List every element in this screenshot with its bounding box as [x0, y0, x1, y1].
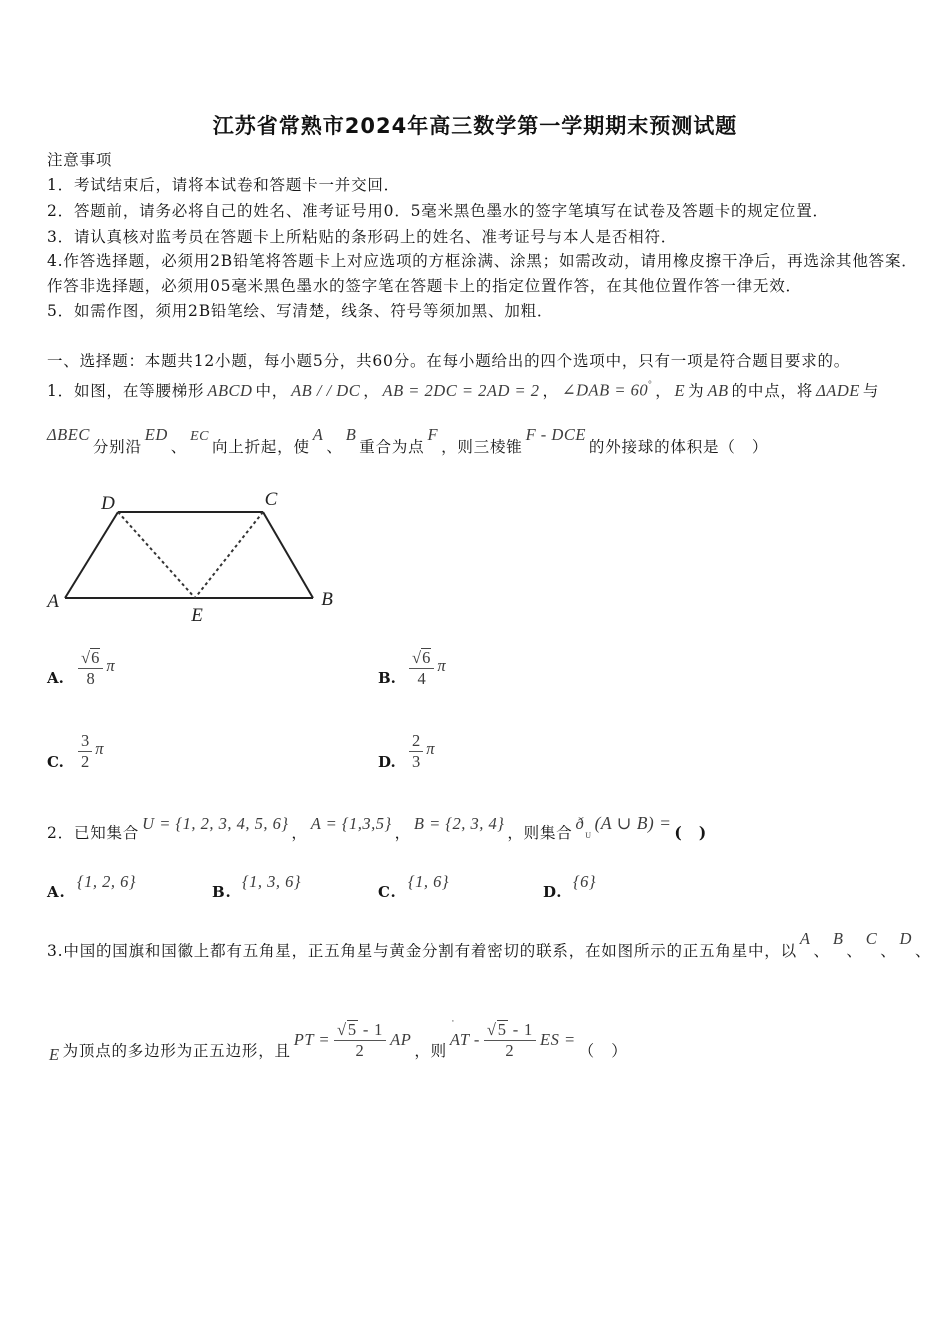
- q2-text: ，: [394, 824, 411, 842]
- q2-option-a: [47, 872, 139, 902]
- notice-item-4-text: 4.作答选择题，必须用2B铅笔将答题卡上对应选项的方框涂满、涂黑；如需改动，请用橡皮擦干净后，再选涂其他答案．: [47, 252, 918, 270]
- fraction-denominator: 2: [355, 1040, 365, 1060]
- q3-math: D: [899, 929, 912, 948]
- numerator-rest: - 1: [507, 1019, 534, 1039]
- edge-cb: [263, 512, 313, 598]
- q1-text: 的外接球的体积是（ ）: [588, 438, 769, 456]
- q2-text: ，则集合: [507, 824, 573, 842]
- question-3-line-2: [47, 1015, 628, 1065]
- q2-math-set-a: A = {1,3,5}: [310, 814, 392, 833]
- option-fraction: [409, 648, 434, 689]
- vertex-label-d: D: [101, 493, 115, 514]
- radical-sign: √: [412, 647, 422, 667]
- q3-answer-blank: （ ）: [578, 1042, 628, 1060]
- q3-text: 、: [846, 942, 863, 960]
- q1-text: 为: [688, 381, 705, 400]
- radical-sign: √: [486, 1019, 497, 1039]
- vertex-label-e: E: [191, 605, 203, 626]
- q2-math-set-u: U = {1, 2, 3, 4, 5, 6}: [142, 814, 289, 833]
- dashed-edge-ce: [195, 512, 263, 598]
- q3-math: B: [832, 929, 844, 948]
- q1-text: 、: [326, 438, 343, 456]
- q2-answer-blank: ( ): [674, 823, 707, 842]
- q1-option-d: [378, 728, 435, 774]
- q1-text: 中，: [255, 381, 289, 400]
- q2-math-union: (A ∪ B) =: [594, 813, 672, 833]
- q2-option-b: [212, 872, 304, 902]
- notice-item-1: [47, 175, 400, 195]
- q2-option-c: [378, 872, 452, 902]
- notice-item-5: [47, 301, 553, 321]
- option-value: {1, 3, 6}: [242, 872, 301, 891]
- pi-symbol: π: [106, 656, 115, 675]
- q1-text: 1．如图，在等腰梯形: [47, 381, 205, 400]
- q1-option-b: [378, 645, 446, 691]
- q2-text: ，: [291, 824, 308, 842]
- vertex-label-c: C: [264, 489, 278, 510]
- notice-item-2: [47, 201, 829, 221]
- exam-title: 江苏省常熟市2024年高三数学第一学期期末预测试题: [212, 114, 738, 138]
- radicand: 6: [91, 647, 100, 667]
- radicand: 6: [422, 647, 431, 667]
- q1-option-a: [47, 645, 115, 691]
- option-fraction: [409, 731, 423, 772]
- q1-text: ，: [655, 381, 672, 400]
- q3-text: ，则: [414, 1042, 447, 1060]
- pi-symbol: π: [426, 739, 435, 758]
- q1-math: AB: [707, 380, 729, 400]
- notice-item-2-text: 2．答题前，请务必将自己的姓名、准考证号用0．5毫米黑色墨水的签字笔填写在试卷及答题卡的规定位置．: [47, 202, 829, 220]
- notice-item-4: [47, 251, 918, 271]
- q1-option-c: [47, 728, 104, 774]
- q1-text: ，则三棱锥: [441, 438, 523, 456]
- q1-math: ΔBEC: [47, 425, 90, 444]
- q3-text: 、: [914, 942, 932, 960]
- q1-text: 与: [862, 381, 880, 400]
- option-value: {6}: [573, 872, 596, 891]
- option-label: D.: [543, 883, 563, 901]
- option-label: C.: [378, 883, 397, 901]
- option-label: D.: [378, 753, 396, 771]
- golden-ratio-fraction: [334, 1020, 386, 1061]
- q1-math: B: [345, 425, 357, 444]
- q3-math: AP: [390, 1030, 412, 1049]
- vertex-label-a: A: [47, 591, 59, 612]
- q1-text: 向上折起，使: [211, 438, 310, 456]
- pi-symbol: π: [95, 739, 104, 758]
- q3-text: 、: [813, 942, 830, 960]
- vector-accent: ˙: [450, 1017, 456, 1031]
- fraction-numerator: [409, 648, 434, 669]
- q1-text: 、: [170, 438, 188, 456]
- notice-item-3: [47, 227, 677, 247]
- degree-sign: °: [648, 379, 653, 389]
- notice-item-4-continued-text: 作答非选择题，必须用05毫米黑色墨水的签字笔在答题卡上的指定位置作答，在其他位置作答一律无效．: [47, 277, 802, 295]
- q3-math: C: [865, 929, 878, 948]
- q1-math: ED: [144, 425, 168, 444]
- golden-ratio-fraction: [484, 1020, 536, 1061]
- trapezoid-figure: [40, 485, 340, 630]
- q1-text: 重合为点: [359, 438, 425, 456]
- option-fraction: [78, 648, 103, 689]
- fraction-denominator: 8: [86, 668, 95, 688]
- q1-math: ΔADE: [816, 380, 860, 400]
- q3-math: E: [49, 1045, 60, 1064]
- q3-text: 3.中国的国旗和国徽上都有五角星，正五角星与黄金分割有着密切的联系，在如图所示的正五角星中，以: [47, 942, 797, 960]
- option-value: {1, 6}: [408, 872, 449, 891]
- q1-text: 的中点，将: [731, 381, 814, 400]
- q1-math: E: [674, 380, 686, 400]
- complement-subscript: U: [585, 831, 592, 840]
- q2-math-complement: [575, 814, 592, 840]
- notice-item-4-continued: [47, 276, 802, 296]
- fraction-numerator: 3: [78, 731, 92, 752]
- question-1-line-2: [47, 425, 769, 459]
- option-fraction: [78, 731, 92, 772]
- numerator-rest: - 1: [357, 1019, 384, 1039]
- radical-sign: √: [337, 1019, 347, 1039]
- q3-text: 为顶点的多边形为正五边形，且: [62, 1042, 291, 1060]
- q2-text: 2．已知集合: [47, 824, 140, 842]
- vector-expression: AT -: [449, 1030, 480, 1049]
- angle-expression: ∠DAB = 60: [561, 380, 649, 400]
- fraction-numerator: [484, 1020, 536, 1041]
- option-label: B.: [212, 883, 232, 901]
- fraction-numerator: [334, 1020, 386, 1041]
- q1-math: AB / / DC: [291, 380, 361, 400]
- fraction-numerator: 2: [409, 731, 423, 752]
- fraction-denominator: 2: [81, 751, 90, 771]
- complement-symbol: ð: [575, 814, 585, 833]
- option-label: A.: [47, 883, 66, 901]
- question-2: [47, 813, 707, 846]
- section-heading-text: 一、选择题：本题共12小题，每小题5分，共60分。在每小题给出的四个选项中，只有一项是符合题目要求的。: [47, 352, 851, 370]
- fraction-numerator: [78, 648, 103, 669]
- question-1-line-1: [47, 376, 879, 401]
- q1-math: EC: [190, 429, 209, 444]
- q2-option-d: [543, 872, 599, 902]
- notice-item-1-text: 1．考试结束后，请将本试卷和答题卡一并交回．: [47, 176, 400, 194]
- q3-text: 、: [880, 942, 897, 960]
- dashed-edge-de: [118, 512, 195, 598]
- q1-math: A: [312, 425, 324, 444]
- q1-math: AB = 2DC = 2AD = 2: [382, 380, 540, 400]
- q3-math-vector: [449, 1017, 480, 1050]
- q1-text: ，: [363, 381, 380, 400]
- q2-math-set-b: B = {2, 3, 4}: [413, 814, 505, 833]
- section-heading: [47, 351, 850, 371]
- notice-heading: [47, 150, 112, 170]
- fraction-denominator: 2: [505, 1040, 515, 1060]
- edge-ad: [65, 512, 118, 598]
- q1-text: ，: [542, 381, 559, 400]
- notice-item-3-text: 3．请认真核对监考员在答题卡上所粘贴的条形码上的姓名、准考证号与本人是否相符．: [47, 228, 678, 246]
- option-label: B.: [378, 669, 396, 687]
- q1-math-angle: [562, 376, 652, 401]
- notice-heading-text: 注意事项: [47, 151, 113, 169]
- q1-math: F: [427, 425, 439, 444]
- radical-sign: √: [81, 647, 91, 667]
- vertex-label-b: B: [321, 589, 333, 610]
- q1-text: 分别沿: [92, 438, 142, 456]
- q3-math: PT =: [293, 1030, 331, 1049]
- q1-math: F - DCE: [525, 425, 586, 444]
- option-label: A.: [47, 669, 64, 687]
- option-value: {1, 2, 6}: [77, 872, 136, 891]
- question-3-line-1: [47, 929, 932, 961]
- notice-item-5-text: 5．如需作图，须用2B铅笔绘、写清楚，线条、符号等须加黑、加粗．: [47, 302, 554, 320]
- radicand: 5: [497, 1019, 507, 1039]
- pi-symbol: π: [437, 656, 446, 675]
- q3-math: ES =: [540, 1030, 576, 1049]
- option-label: C.: [47, 753, 64, 771]
- q1-math: ABCD: [207, 380, 253, 400]
- q3-math: A: [799, 929, 811, 948]
- radicand: 5: [347, 1019, 357, 1039]
- fraction-denominator: 3: [412, 751, 421, 771]
- fraction-denominator: 4: [417, 668, 426, 688]
